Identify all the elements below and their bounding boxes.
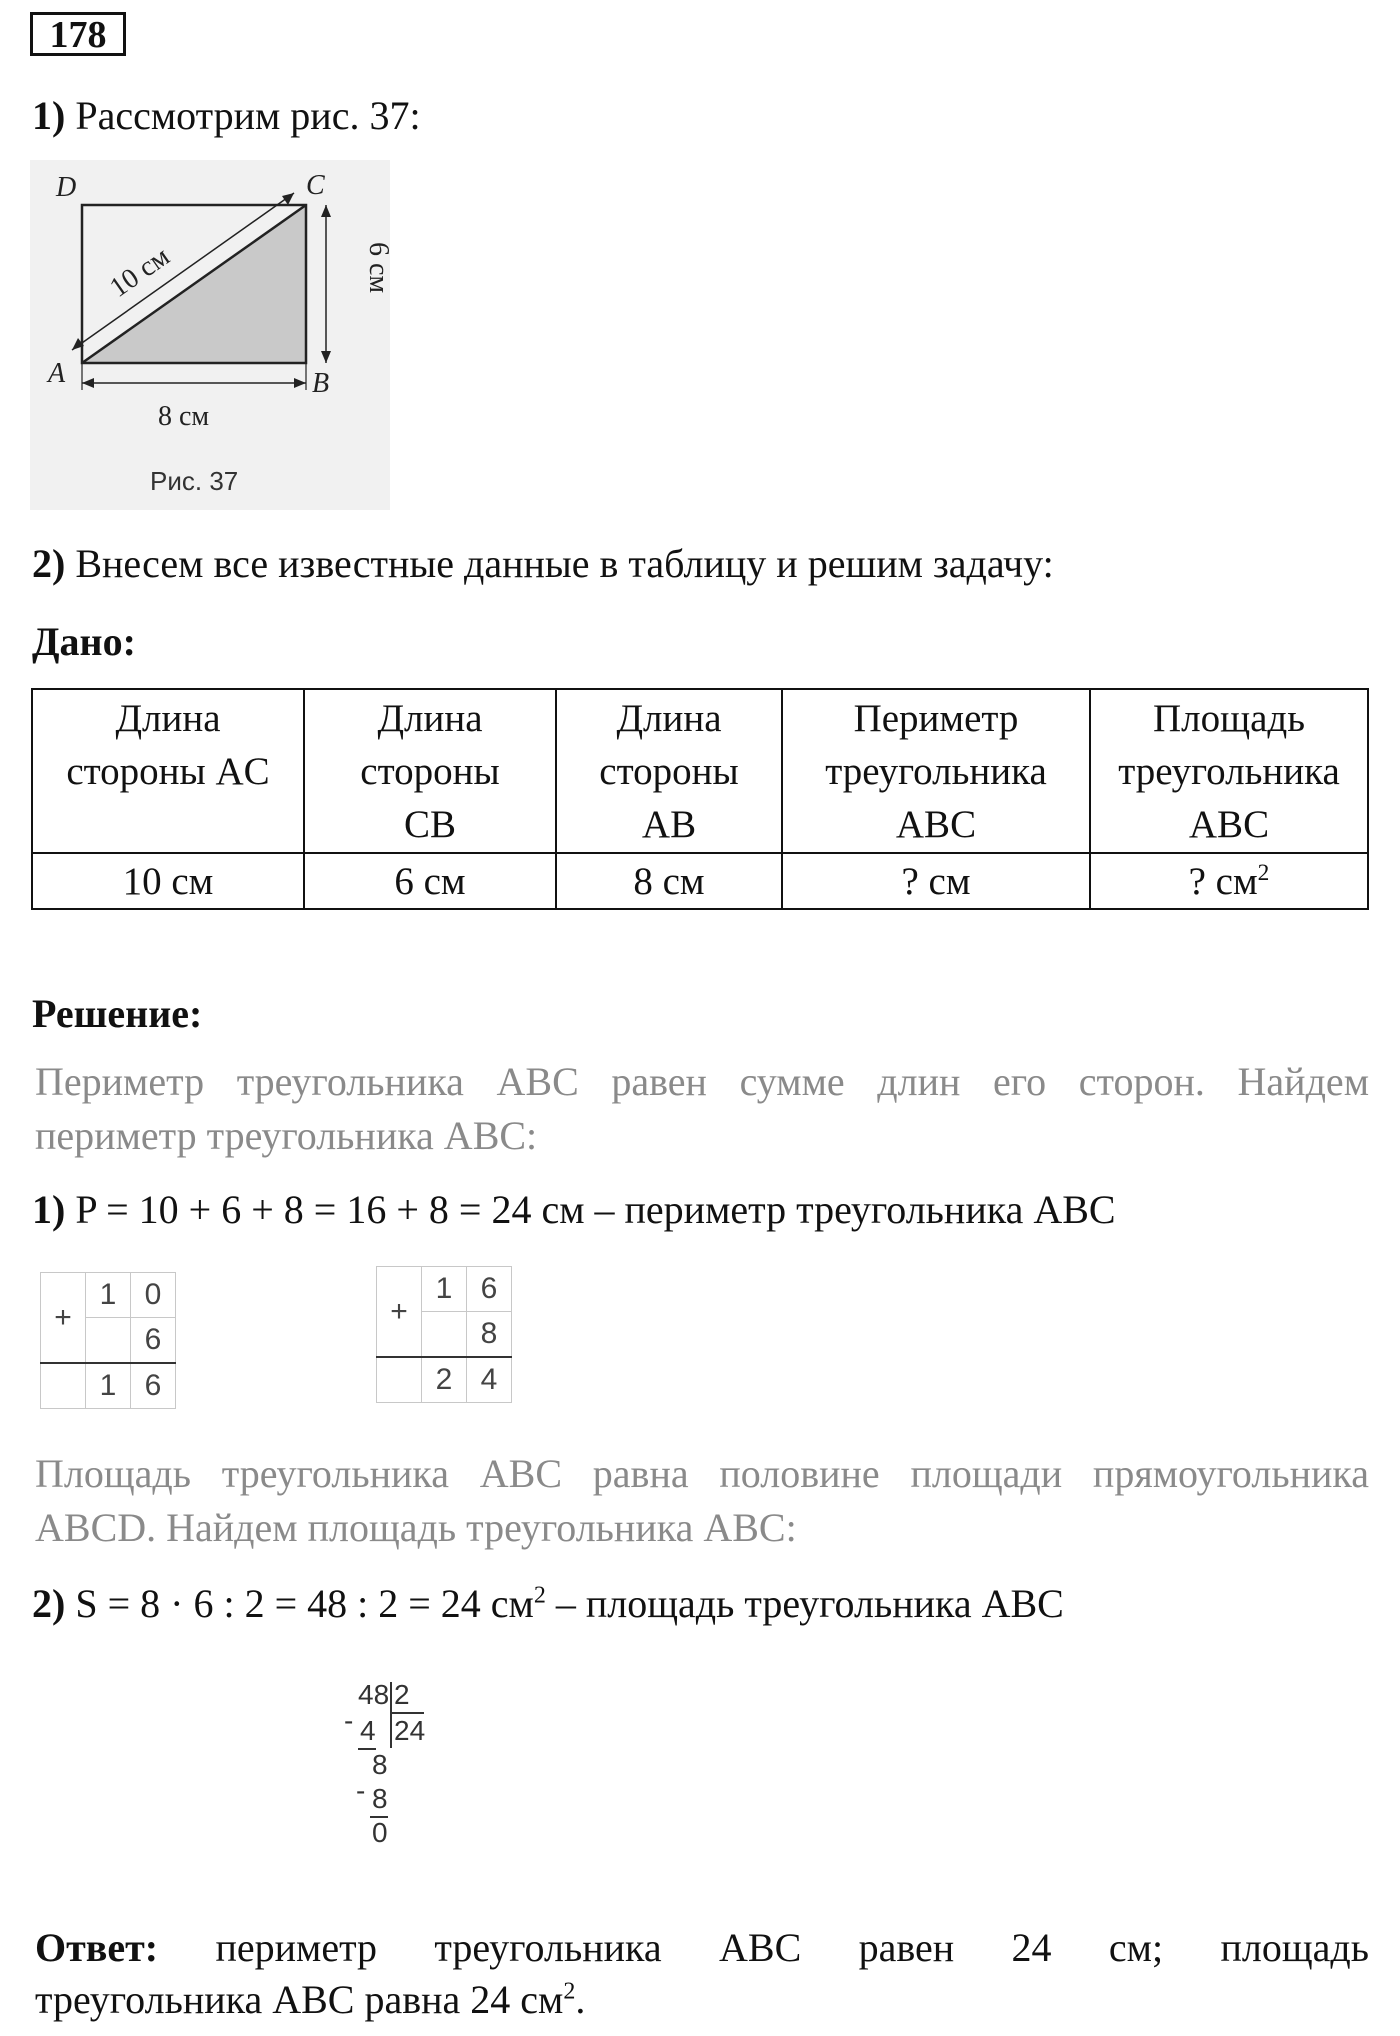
value-cb: 6 см (304, 853, 556, 909)
arrowhead-ab-left (82, 378, 94, 388)
step2-number: 2) (32, 541, 66, 586)
header-ab: Длина стороны AB (556, 689, 782, 853)
figure-caption: Рис. 37 (150, 466, 239, 496)
figure-37 (30, 160, 394, 510)
step2-line (32, 538, 1054, 590)
header-ac: Длина стороны AC (32, 689, 304, 853)
explain1-line2: периметр треугольника ABC: (35, 1113, 538, 1158)
answer-line2: треугольника ABC равна 24 $см^2$. (35, 1977, 586, 2022)
given-table (31, 688, 1369, 910)
arrowhead-ab-right (294, 378, 306, 388)
step2-text: Внесем все известные данные в таблицу и решим задачу: (75, 541, 1054, 586)
vertex-c-label: C (306, 170, 325, 201)
plus-sign: + (377, 1267, 422, 1358)
column-addition-1: + 1 0 6 1 6 (40, 1272, 176, 1409)
task-number: 178 (30, 12, 126, 56)
explain2-line1: Площадь треугольника ABC равна половине площади прямоугольника (35, 1451, 1369, 1496)
arrowhead-cb-bottom (321, 351, 331, 363)
minus-sign: - (356, 1775, 366, 1806)
value-ac: 10 см (32, 853, 304, 909)
step1-text: Рассмотрим рис. 37: (75, 93, 421, 138)
calc2-line (32, 1578, 1064, 1630)
header-area: Площадь треугольника ABC (1090, 689, 1368, 853)
calc1-text: P = 10 + 6 + 8 = 16 + 8 = 24 см – периметр треугольника ABC (75, 1187, 1116, 1232)
calc2-text: S = 8 · 6 : 2 = 48 : 2 = 24 $см^2$ – площадь треугольника ABC (75, 1581, 1064, 1626)
remainder-2: 0 (372, 1817, 388, 1848)
label-cb: 6 см (363, 242, 394, 294)
header-perimeter: Периметр треугольника ABC (782, 689, 1090, 853)
answer-line1: Ответ: периметр треугольника ABC равен 24 см; площадь (35, 1922, 1369, 1974)
plus-sign: + (41, 1273, 86, 1364)
remainder-1: 8 (372, 1749, 388, 1780)
step1-number: 1) (32, 93, 66, 138)
table-values-row (32, 853, 1368, 909)
long-division (340, 1680, 460, 1880)
subtrahend-2: 8 (372, 1783, 388, 1814)
explain2-line2: ABCD. Найдем площадь треугольника ABC: (35, 1505, 797, 1550)
calc1-number: 1) (32, 1187, 66, 1232)
vertex-d-label: D (56, 172, 77, 203)
column-addition-2: + 1 6 8 2 4 (376, 1266, 512, 1403)
calc2-number: 2) (32, 1581, 66, 1626)
table-header-row (32, 689, 1368, 853)
dividend: 48 (358, 1679, 390, 1710)
answer-label: Ответ: (35, 1925, 159, 1970)
value-area: ? $см^2$ (1090, 853, 1368, 909)
calc1-line (32, 1184, 1116, 1236)
explain1-line1: Периметр треугольника ABC равен сумме длин его сторон. Найдем (35, 1059, 1369, 1104)
solution-title: Решение: (32, 991, 203, 1036)
value-perimeter: ? см (782, 853, 1090, 909)
label-ab: 8 см (158, 401, 210, 432)
arrowhead-cb-top (321, 205, 331, 217)
arrowhead-ac-end (282, 193, 294, 205)
minus-sign: - (344, 1705, 354, 1736)
value-ab: 8 см (556, 853, 782, 909)
vertex-b-label: B (312, 368, 330, 399)
quotient: 24 (394, 1715, 426, 1746)
vertex-a-label: A (48, 358, 66, 389)
subtrahend-1: 4 (360, 1715, 376, 1746)
divisor: 2 (394, 1679, 410, 1710)
rectangle-diagram (30, 160, 394, 510)
header-cb: Длина стороны CB (304, 689, 556, 853)
given-title: Дано: (32, 619, 136, 664)
step1-line (32, 90, 421, 142)
label-ac: 10 см (104, 240, 176, 304)
